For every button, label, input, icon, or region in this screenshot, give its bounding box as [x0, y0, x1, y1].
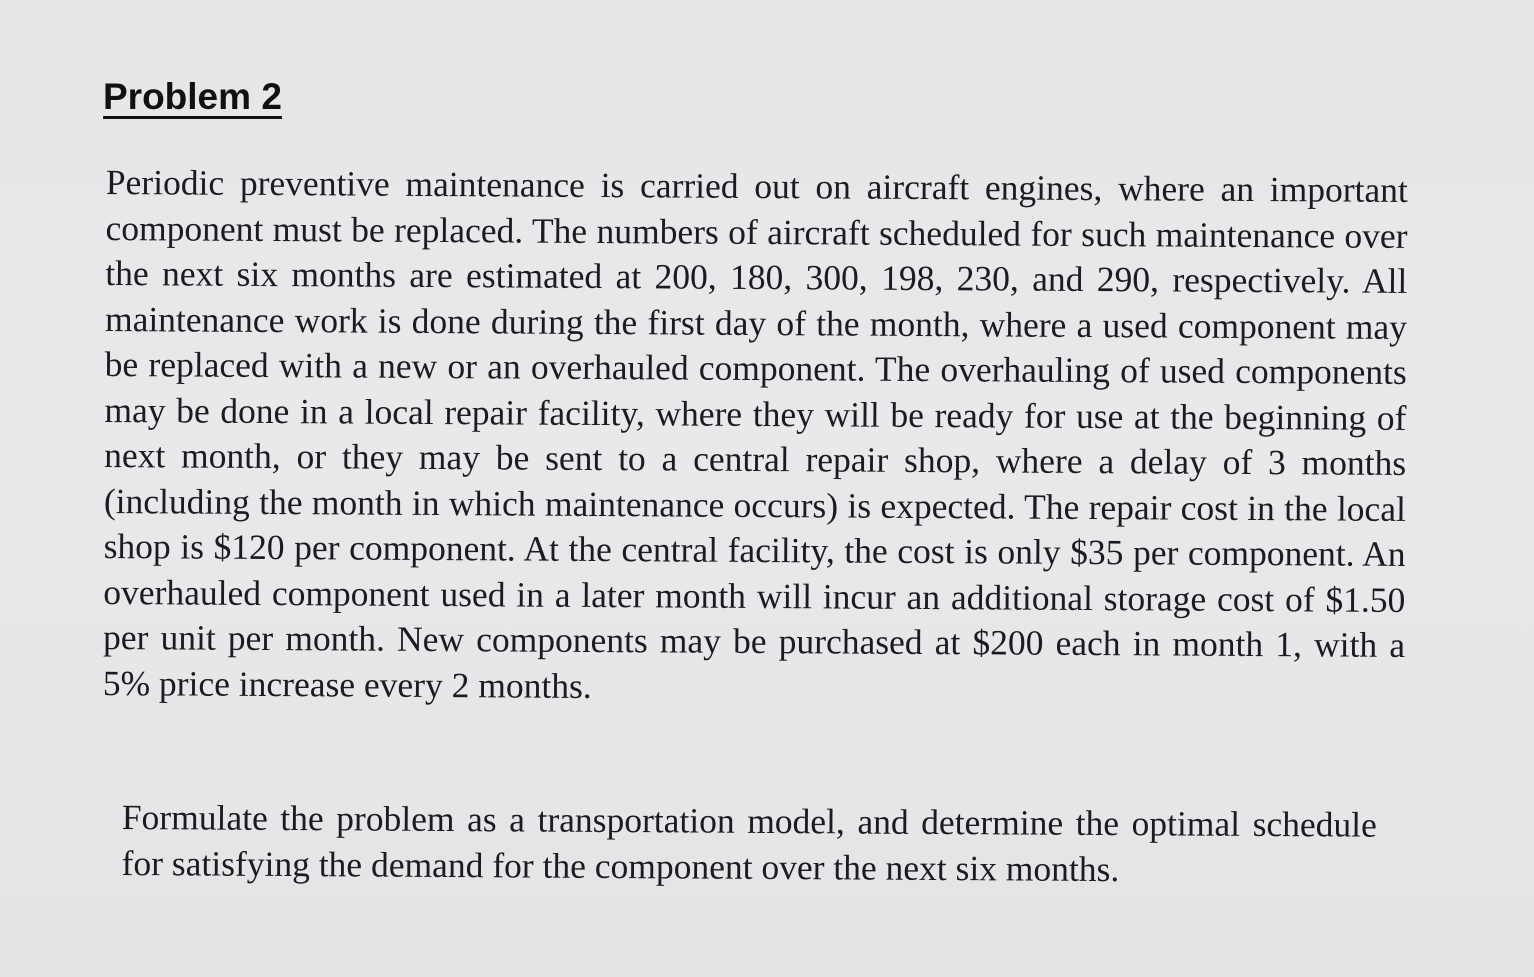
- problem-description-paragraph: Periodic preventive maintenance is carried out on aircraft engines, where an important component must be replaced. The numbers of aircraft scheduled for such maintenance over the next six months are estimated at 200, 180, 300, 198, 230, and 290, respectively. All maintenance work is done during the first day of the month, where a used component may be replaced with a new or an overhauled component. The overhauling of used components may be done in a local repair facility, where they will be ready for use at the beginning of next month, or they may be sent to a central repair shop, where a delay of 3 months (including the month in which maintenance occurs) is expected. The repair cost in the local shop is $120 per component. At the central facility, the cost is only $35 per component. An overhauled component used in a later month will incur an additional storage cost of $1.50 per unit per month. New components may be purchased at $200 each in month 1, with a 5% price increase every 2 months.: [102, 161, 1408, 706]
- problem-title: Problem 2: [103, 76, 282, 117]
- problem-task-paragraph: Formulate the problem as a transportation model, and determine the optimal schedule for satisfying the demand for the component over the next six months.: [121, 796, 1377, 889]
